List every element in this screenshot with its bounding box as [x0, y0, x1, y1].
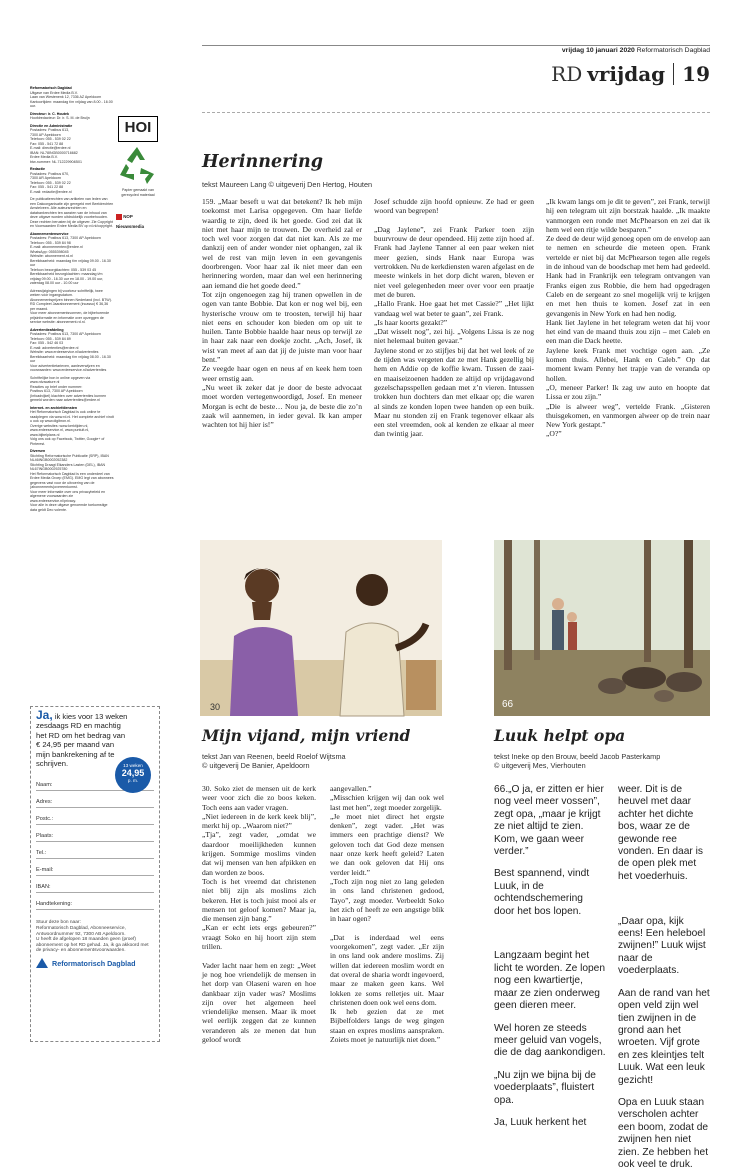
- colophon-line: (Infoadvijkel) klachten over advertenties kunnen gemeld worden naar advertenties@erdee.nl: [30, 393, 107, 402]
- colophon-line: Abonnementsprijzen binnen Nederland (incl. BTW).: [30, 297, 112, 302]
- nop-icon: [116, 214, 122, 220]
- paragraph: „Nu weet ik zeker dat je door de beste advocaat moet worden vertegenwoordigd, Josef. En meneer Morgan is echt de beste… Nou ja, de beste die zo’n zaak wil aannemen, in ieder geval. Ik kan amper wachten tot hij hier is!”: [202, 382, 362, 430]
- page-number: 19: [682, 62, 710, 86]
- paragraph: „Dag Jaylene”, zei Frank Parker toen zijn buurvrouw de deur opendeed. Hij zette zijn hoed af. Frank had Jaylene Tanner al een paar weken niet meer gezien, sinds Hank naar Europa was vertrokken. Nu de kerkdiensten waren afgelast en de meeste winkels in het dorp dicht waren, bleven er niet veel gelegenheden meer over voor een praatje met de buren.: [374, 224, 534, 299]
- coupon-footer-line: Reformatorisch Dagblad, Abonneeservice,: [36, 926, 126, 932]
- paragraph: „Dat wisselt nog”, zei hij. „Volgens Lissa is ze nog niet helemaal buiten gevaar.”: [374, 327, 534, 346]
- colophon: [30, 86, 160, 686]
- colophon-block: [30, 289, 114, 325]
- colophon-line: RD Compleet Jaarabonnement (incasso) € 36,36 per maand.: [30, 302, 109, 311]
- colophon-line: De publicatierechten van artikelen van leden van een Dakcorganisatie zijn geregeld met Beeldrechten Amstelveen. Alle auteursrechten en databankrechten ten aanzien van de inhoud van deze uitgave worden uitdrukkelijk voorbehouden. Deze rechten berusten bij de uitgever. Zie Copyright en Voorwaarden Erdee Media BV op rd.nl/copyright.: [30, 197, 114, 228]
- colophon-line: E-mail: directie@erdee.nl: [30, 146, 71, 150]
- paragraph: „O, meneer Parker! Ik zag uw auto en hoopte dat Lissa er zou zijn.”: [546, 382, 710, 402]
- colophon-block-title: Abonnementenservice: [30, 231, 69, 236]
- paragraph: „Ik kwam langs om je dit te geven”, zei Frank, terwijl hij een telegram uit zijn borstzak haalde. „Ik maakte vanmorgen een ronde met McPhearson en zei dat ik hem wel een ritje wilde besparen.”: [546, 197, 710, 234]
- colophon-line: Het Reformatorisch Dagblad is een onderdeel van Erdee Media Groep (EMG). EMG legt van abonnees gegevens vast voor de uitvoering van de (abonnements)overeenkomst.: [30, 471, 114, 489]
- paragraph: Opa en Luuk staan verscholen achter een boom, zodat de zwijnen hen niet zien. Ze hebben het ook veel te druk.: [618, 1096, 709, 1170]
- paragraph: Josef schudde zijn hoofd opnieuw. Ze had er geen woord van begrepen!: [374, 197, 534, 216]
- herinnering-col-3: [546, 197, 710, 523]
- mijn-vijand-credit-1: tekst Jan van Reenen, beeld Roelof Wijtsma: [202, 752, 346, 761]
- colophon-block-title: Redactie: [30, 167, 45, 171]
- paragraph: „Hallo Frank. Hoe gaat het met Cassie?” „Het lijkt vandaag wel wat beter te gaan”, zei Frank.: [374, 299, 534, 318]
- paragraph: Hank liet Jaylene in het telegram weten dat hij voor het eind van de maand thuis zou zijn – met Caleb en een man die Dack heette.: [546, 317, 710, 346]
- colophon-line: Postadres: Postbus 670,: [30, 171, 70, 176]
- colophon-line: Bereikbaarheid: maandag t/m vrijdag 08.00 - 16.30 uur: [30, 354, 111, 363]
- paragraph: [202, 951, 316, 960]
- paragraph: Ja, Luuk herkent het: [494, 1116, 587, 1128]
- luuk-col-1: [494, 784, 606, 1128]
- price-badge: [115, 757, 151, 793]
- coupon-field[interactable]: Plaats:: [36, 825, 154, 842]
- luuk-credit-1: tekst Ineke op den Brouw, beeld Jacob Pasterkamp: [494, 752, 661, 761]
- paragraph: „Kan er echt iets ergs gebeuren?” vraagt Soko en hij hoort zijn stem trillen.: [202, 923, 316, 952]
- colophon-line: Het Reformatorisch Dagblad is ook online te raadplegen via www.rd.nl. Het complete archief vindt u ook op www.digibron.nl.: [30, 410, 114, 423]
- coupon-footer-line: U heeft de afgelopen 18 maanden geen (proef) abonnement op het RD gehad. Ja, ik ga akkoord met de privacy- en abonnementsvoorwaarden.: [36, 937, 149, 954]
- colophon-block-title: Advertentieafdeling: [30, 327, 64, 332]
- paragraph: [618, 893, 710, 905]
- colophon-block-title: Directie en Administratie: [30, 123, 73, 128]
- luuk-col-2: [618, 784, 710, 1170]
- colophon-block: [30, 167, 114, 194]
- colophon-line: Schriftelijke bon in online opgeven via www.rdvacature.nl: [30, 375, 91, 384]
- coupon-footer-line: Antwoordnummer 92, 7300 AB Apeldoorn.: [36, 931, 126, 937]
- colophon-line: Telefoon: 055 - 539 84 98: [30, 240, 71, 245]
- hoi-logo: [118, 116, 158, 142]
- paragraph: „Is haar koorts gezakt?”: [374, 317, 448, 327]
- paragraph: „Nu zijn we bijna bij de voederplaats”, fluistert opa.: [494, 1069, 596, 1106]
- colophon-block-title: Reformatorisch Dagblad: [30, 86, 72, 90]
- colophon-line: E-mail: redactie@erdee.nl: [30, 189, 72, 194]
- paragraph: „Je moet niet direct het ergste denken”, zegt vader. „Het was immers een prachtige dienst? We geloven toch dat God deze mensen naar onze kerk heeft geleid? Laten we dan ook geloven dat Hij ons verder leidt.”: [330, 811, 444, 877]
- paragraph: Best spannend, vindt Luuk, in de ochtendschemering door het bos lopen.: [494, 868, 590, 917]
- colophon-block: [30, 376, 114, 403]
- colophon-line: WhatsApp: 0555398045: [30, 249, 69, 254]
- page-header: [202, 38, 710, 98]
- badge-price: 24,95: [121, 768, 145, 778]
- colophon-line: Voor alle in deze uitgave genoemde toekomstige data geldt Deo volente.: [30, 503, 108, 512]
- mijn-vijand-credit-2: © uitgeverij De Banier, Apeldoorn: [202, 761, 310, 770]
- brand-divider: [673, 63, 674, 85]
- colophon-line: Telefoon bezorgklachten: 055 - 539 03 45: [30, 267, 97, 272]
- paragraph: 159. „Maar beseft u wat dat betekent? Ik heb mijn toekomst met Larisa opgegeven. Om haar liefde waardig te zijn, deed ik het goede. God zei dat ik niet met haar mijn te trouwen. De overheid zal er toch wel voor zorgen dat dat niet kan. Als ze me dankzij een of ander wonder niet ophangen, zal ik wel de rest van mijn leven in een gevangenis doorbrengen. Voor haar zal ik niet meer dan een herinnering worden, maar dan wel een herinnering aan iemand die het goede deed.”: [202, 197, 362, 290]
- header-brand: [551, 62, 710, 86]
- badge-sub: p. m.: [127, 778, 139, 783]
- colophon-line: Postadres: Postbus 613, 7300 AP Apeldoorn: [30, 236, 101, 240]
- coupon-intro: [36, 708, 128, 769]
- colophon-line: 7300 AP Apeldoorn: [30, 132, 61, 137]
- colophon-line: E-mail: advertenties@erdee.nl: [30, 345, 79, 350]
- paragraph: „Niet iedereen in de kerk keek blij”, merkt hij op. „Waarom niet?”: [202, 811, 316, 831]
- paragraph: Ze veegde haar ogen en neus af en keek hem toen weer ernstig aan.: [202, 364, 362, 383]
- colophon-line: Overige websites: www.kerktijden.nl, www.erdeeservice.nl, www.puntuit.nl, www.bijbelplans.nl: [30, 423, 90, 437]
- herinnering-rule: [202, 112, 710, 113]
- coupon-field[interactable]: Handtekening:: [36, 893, 154, 910]
- colophon-block-title: Internet- en archiefdiensten: [30, 405, 78, 410]
- colophon-line: Postbus 613, 7300 AP Apeldoorn: [30, 389, 83, 393]
- colophon-line: btw-nummer: NL.712229904B01: [30, 159, 82, 164]
- colophon-line: Adreswijzigingen bij voorkeur schriftelijk, twee weken vóór ingangsdatum.: [30, 288, 103, 297]
- mijn-vijand-image-number: 30: [210, 702, 221, 712]
- colophon-line: Postadres: Postbus 613,: [30, 128, 70, 132]
- coupon-field[interactable]: Naam:: [36, 774, 154, 791]
- colophon-line: Fax: 055 - 541 22 88: [30, 185, 64, 189]
- colophon-line: Kantoortijden: maandag t/m vrijdag van 8.00 - 16.00 uur.: [30, 99, 113, 108]
- paragraph: aangevallen.”: [330, 784, 372, 793]
- rd-logo-icon: [36, 958, 48, 968]
- colophon-line: Telefoon: 055 - 539 84 89: [30, 336, 71, 341]
- herinnering-section: [202, 112, 710, 522]
- coupon-field[interactable]: Postc.:: [36, 808, 154, 825]
- colophon-block-title: Directeur: ir. C. Houtek: [30, 111, 69, 116]
- colophon-line: Telefoon: 055 - 539 02 22: [30, 180, 71, 185]
- colophon-block: [30, 232, 114, 286]
- recycle-icon: [116, 144, 158, 186]
- mijn-vijand-illustration: [200, 540, 442, 716]
- colophon-block: [30, 86, 114, 109]
- mijn-vijand-section: [202, 726, 452, 1046]
- colophon-line: Stichting Draagt Elkanders Lasten (DEL), IBAN NL67INGB0002925780: [30, 462, 106, 471]
- colophon-line: Telefoon: 055 - 539 02 22: [30, 137, 71, 141]
- colophon-block: [30, 449, 114, 512]
- coupon-intro-text: ik kies voor 13 weken zesdaags RD en machtig het RD om het bedrag van € 24,95 per maand van mijn bankrekening af te schrijven.: [36, 712, 128, 769]
- colophon-line: IBAN: NL78INGB0000716682: [30, 150, 78, 155]
- paragraph: „Die is alweer weg”, vertelde Frank. „Gisteren thuisgekomen, en vanmorgen alweer op de trein naar New York gestapt.”: [546, 401, 710, 430]
- header-rule: [202, 45, 710, 46]
- colophon-line: Uitgave van Erdee Media B.V.: [30, 90, 78, 95]
- recycle-caption: Papier gemaakt van gerecycled materiaal: [121, 188, 155, 197]
- colophon-line: Voor advertentietarieven, aanleverwijzen en voorwaarden: www.erdeeservice.nl/advertenties: [30, 363, 107, 372]
- nop-label: NOP Nieuwsmedia: [116, 214, 145, 229]
- colophon-line: Fax: 055 - 542 46 03: [30, 341, 64, 345]
- coupon-footer-line: Stuur deze bon naar:: [36, 920, 81, 926]
- luuk-illustration: [494, 540, 710, 716]
- paragraph: 30. Soko ziet de mensen uit de kerk weer voor zich die zo boos keken. Toch eens aan vader vragen.: [202, 784, 316, 812]
- herinnering-title: Herinnering: [202, 152, 323, 172]
- coupon-field[interactable]: Tel.:: [36, 842, 154, 859]
- brand-day: vrijdag: [587, 62, 666, 86]
- coupon-footer: [36, 920, 154, 954]
- paragraph: Ik heb gezien dat ze met Bijbelfolders langs de weg gingen staan en expres moslims aanspraken. Zoiets moet je natuurlijk niet doen.”: [330, 1007, 444, 1045]
- paragraph: „Toch zijn nog niet zo lang geleden in ons land christenen gedood, Tayo”, zegt moeder. Verbeeldt Soko het zich of heeft ze een angstige blik in haar ogen?: [330, 876, 444, 924]
- luuk-image-number: 66: [502, 699, 514, 710]
- colophon-block-title: Diversen: [30, 449, 46, 453]
- header-dateline: [562, 47, 710, 54]
- nop-logo: [116, 212, 160, 229]
- paragraph: Wel horen ze steeds meer geluid van vogels, die de dag aankondigen.: [494, 1022, 606, 1059]
- colophon-line: Fax: 055 - 541 72 88: [30, 141, 64, 146]
- paragraph: Aan de rand van het open veld zijn wel tien zwijnen in de grond aan het wroeten. Vijf grote en zes kleintjes telt Luuk. Wat een leuk gezicht!: [618, 987, 710, 1086]
- colophon-block: [30, 124, 114, 165]
- colophon-line: Postadres: Postbus 613, 7300 AP Apeldoorn: [30, 332, 101, 336]
- colophon-line: Voor meer abonnementsvormen, de bijbehorende prijsinformatie en informatie over opzeggen de service website: abonnement.rd.nl.: [30, 311, 110, 324]
- colophon-line: Bereikbaarheid bezorgklachten: maandag t/m vrijdag 09.00 - 16.30 uur en 18.00 - 19.00 uur, zaterdag 08.00 uur - 10.00 uur: [30, 272, 104, 285]
- brand-rd: RD: [551, 62, 583, 86]
- colophon-line: Bereikbaarheid: maandag t/m vrijdag 09.00 - 16.30 uur: [30, 258, 111, 267]
- paragraph: „Tja”, zegt vader, „omdat we daardoor moeilijkheden kunnen krijgen. Sommige moslims vinden dat wij mensen van hen afpikken en dan worden ze boos.: [202, 830, 316, 877]
- colophon-block: [30, 406, 114, 447]
- colophon-line: Reacties op brief onder nummer:: [30, 384, 83, 389]
- paragraph: [374, 216, 534, 225]
- colophon-blocks: [30, 86, 114, 512]
- colophon-line: Stichting Reformatorische Publicatie (SRP), IBAN NL46INGB0002052382: [30, 453, 109, 462]
- colophon-line: Hoofdredacteur: Dr. ir. S. M. de Bruijn: [30, 116, 90, 120]
- mijn-vijand-col-1: [202, 784, 316, 1046]
- paragraph: weer. Dit is de heuvel met daar achter het dichte bos, waar ze de gewonde ree vonden. En daar is de open plek met het voederhuis.: [618, 784, 703, 882]
- luuk-title: Luuk helpt opa: [494, 726, 626, 745]
- paragraph: „Misschien krijgen wij dan ook wel last met hen”, zegt moeder zorgelijk.: [330, 793, 444, 812]
- colophon-line: Website: abonnement.rd.nl: [30, 254, 73, 258]
- paragraph: Tot zijn ongenoegen zag hij tranen opwellen in de ogen van tante Bobbie. Dat kon er nog wel bij, een hysterische vrouw om te troosten, terwijl hij haar niet eens en schouder kon bieden om op uit te huilen. Tante Bobbie haalde haar neus op terwijl ze in haar zak naar een doekje zocht. „Ach, Josef, ik wist van meet af aan dat jij de juiste man voor haar bent.”: [202, 289, 362, 365]
- mijn-vijand-col-2: [330, 784, 444, 1046]
- paragraph: [494, 928, 606, 940]
- paragraph: Jaylene keek Frank met vochtige ogen aan. „Ze komen thuis. Allebei, Hank en Caleb.” Op dat moment kwam Penny het trapje van de veranda op hollen.: [546, 345, 710, 383]
- coupon-field[interactable]: IBAN:: [36, 876, 154, 893]
- mijn-vijand-title: Mijn vijand, mijn vriend: [202, 726, 411, 745]
- colophon-line: Laan van Westenenk 12, 7336 AZ Apeldoorn: [30, 95, 102, 99]
- badge-top: 13 weken: [123, 763, 143, 768]
- paragraph: „O?”: [546, 429, 562, 439]
- coupon-ja: Ja,: [36, 708, 53, 722]
- herinnering-credit: tekst Maureen Lang © uitgeverij Den Hertog, Houten: [202, 180, 373, 189]
- colophon-line: Erdee Media B.V.: [30, 155, 58, 159]
- colophon-block: [30, 197, 114, 229]
- paragraph: Langzaam begint het licht te worden. Ze lopen nog een kwartiertje, maar ze zien onderweg geen dieren meer.: [494, 950, 605, 1012]
- hoi-label: HOI: [124, 119, 152, 136]
- subscribe-coupon: [30, 706, 160, 1042]
- luuk-credit-2: © uitgeverij Mes, Vierhouten: [494, 761, 586, 770]
- paragraph: 66.„O ja, er zitten er hier nog veel meer vossen”, zegt opa, „maar je krijgt ze niet altijd te zien. Kom, we gaan weer verder.”: [494, 784, 604, 858]
- paragraph: Jaylene stond er zo stijfjes bij dat het wel leek of ze de tijden was vergeten dat ze met Hank gezellig bij hem en Addie op de koffie kwam. Tussen de zaai- en maaiseizoenen hadden ze altijd op vrijdagavond gezelschapsspellen gedaan met z’n vieren. Intussen trokken hun dochters dan met elkaar op; die waren al sinds ze konden lopen twee handen op een buik. Maar nu stonden zij en Frank tegenover elkaar als een stel vreemden, ook al kenden ze elkaar al meer dan twintig jaar.: [374, 345, 534, 439]
- paragraph: Ze deed de deur wijd genoeg open om de envelop aan te nemen en scheurde die meteen open. Frank vertelde er niet bij dat McPhearson tegen alle regels in de inhoud van de boodschap met hem had gedeeld. Hank had in Frankrijk een telegram ontvangen van Franks eigen zus Robbie, die hem had opgedragen Caleb en de sergeant zo snel mogelijk vrij te krijgen en met hen thuis te komen. Josef zat in een gevangenis in New York en had hen nodig.: [546, 234, 710, 318]
- paragraph: „Dat is inderdaad wel eens voorgekomen”, zegt vader. „Er zijn in ons land ook andere moslims. Zij willen dat iedereen moslim wordt en dat overal de sharia wordt ingevoerd, maar ze maken geen kans. Wel lokken ze soms relletjes uit. Maar christenen doen ook wel eens dom.: [330, 932, 444, 1007]
- colophon-line: Voor meer informatie over ons privacybeleid en algemene voorwaarden zie www.erdeeservice.nl/privacy.: [30, 489, 106, 503]
- coupon-field[interactable]: Adres:: [36, 791, 154, 808]
- colophon-line: E-mail: abonnementen@erdee.nl: [30, 245, 83, 249]
- coupon-fields: [36, 774, 154, 910]
- header-paper: Reformatorisch Dagblad: [636, 47, 710, 54]
- coupon-field[interactable]: E-mail:: [36, 859, 154, 876]
- rd-logo: [36, 958, 154, 968]
- rd-logo-text: Reformatorisch Dagblad: [52, 958, 136, 968]
- luuk-section: [494, 726, 710, 1170]
- colophon-line: Volg ons ook op Facebook, Twitter, Google+ of Pinterest.: [30, 437, 105, 446]
- herinnering-col-1: [202, 197, 362, 523]
- paragraph: Toch is het vreemd dat christenen niet blij zijn als moslims zich bekeren. Het is toch juist mooi als er mensen tot geloof komen? Maar ja, die mensen zijn bang.”: [202, 876, 316, 924]
- colophon-line: Website: www.erdeeservice.nl/advertenties: [30, 350, 99, 354]
- header-date: vrijdag 10 januari 2020: [561, 47, 635, 54]
- herinnering-col-2: [374, 197, 534, 523]
- colophon-line: 7300 AR Apeldoorn: [30, 176, 61, 180]
- paragraph: Vader lacht naar hem en zegt: „Weet je nog hoe vriendelijk de mensen in het dorp van Olaseni waren en hoe dankbaar zijn vader was? Moslims zijn over het algemeen heel vriendelijke mensen. Maar ik moet wel eerlijk zeggen dat ze kunnen veranderen als ze menen dat hun geloof wordt: [202, 960, 316, 1045]
- colophon-block: [30, 328, 114, 373]
- paragraph: [330, 923, 444, 932]
- paragraph: „Daar opa, kijk eens! Een heleboel zwijnen!” Luuk wijst naar de voederplaats.: [618, 915, 706, 977]
- colophon-block: [30, 112, 114, 121]
